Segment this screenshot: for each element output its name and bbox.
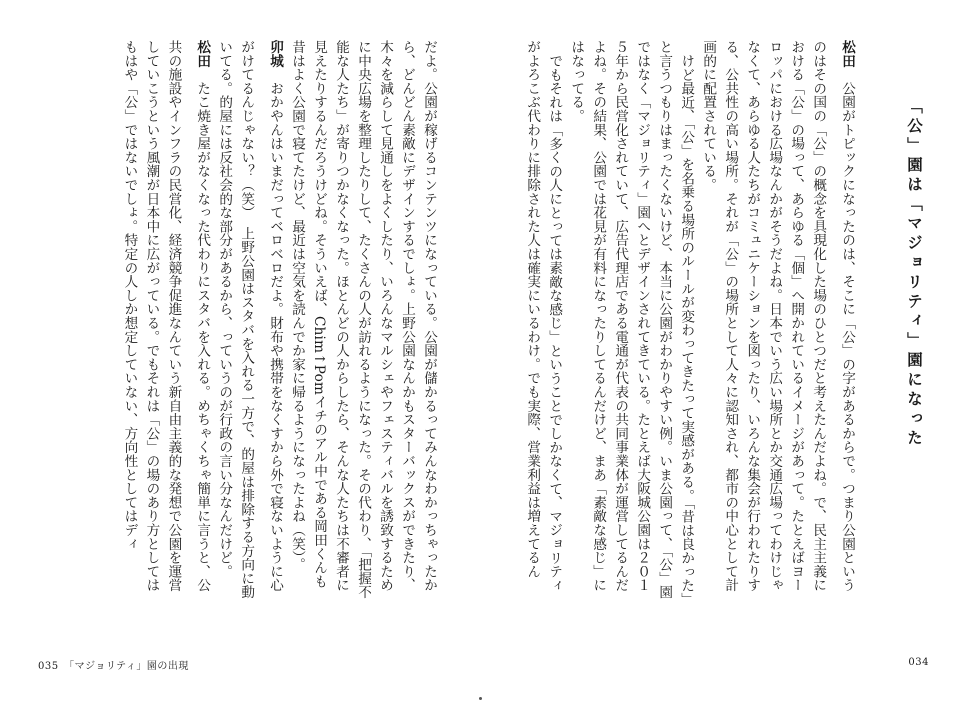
speaker-name: 卯城: [267, 40, 283, 68]
right-page-body: [524, 40, 858, 600]
paragraph: [565, 40, 697, 600]
page-number: 034: [908, 657, 929, 668]
paragraph: [521, 40, 565, 600]
paragraph-text: けど最近、「公」を名乗る場所のルールが変わってきたって実感がある。「昔は良かった」と言うつもりはまったくないけど、本当に公園がわかりやすい例。いま公園って、「公」園ではなく「マジョリティ」園へとデザインされてきている。たとえば大阪城公園は２０１５年から民営化されていて、広告代理店である電通が代表の共同事業体が運営してるんだよね。その結果、公園では花見が有料になったりしてるんだけど、まあ「素敵な感じ」にはなってる。: [568, 40, 695, 599]
paragraph-text: でもそれは「多くの人にとっては素敵な感じ」ということでしかなくて、マジョリティがよろこぶ代わりに排除された人は確実にいるわけ。でも実際、営業利益は増えてるん: [524, 40, 563, 592]
paragraph: [213, 40, 286, 600]
left-page: [0, 0, 480, 703]
gutter-mark: [479, 697, 482, 700]
section-heading: 「公」園は「マジョリティ」園になった: [905, 98, 923, 449]
page-number-with-running-title: 035 「マジョリティ」園の出現: [38, 661, 189, 672]
paragraph: [286, 40, 440, 600]
right-page: [481, 0, 961, 703]
left-page-body: [30, 40, 440, 600]
paragraph: [118, 40, 213, 600]
speaker-name: 松田: [839, 40, 855, 68]
paragraph-text: おかやんはいまだってベロベロだよ。財布や携帯をなくすから外で寝ないように心がけてるんじゃない？（笑） 上野公園はスタバを入れる一方で、的屋は排除する方向に動いてる。的屋には反社会的な部分があるから、っていうのが行政の言い分なんだけど。: [216, 40, 283, 599]
speaker-name: 松田: [194, 40, 211, 68]
paragraph-text: たこ焼き屋がなくなった代わりにスタバを入れる。めちゃくちゃ簡単に言うと、公共の施設やインフラの民営化、経済競争促進なんていう新自由主義的な発想で公園を運営していこうという風潮が日本中に広がっている。でもそれは「公」の場のあり方としてはもはや「公」ではないでしょ。特定の人しか想定していない、方向性としてはディ: [121, 40, 211, 593]
paragraph-text: 公園がトピックになったのは、そこに「公」の字があるからで。つまり公園というのはその国の「公」の概念を具現化した場のひとつだと考えたんだよね。で、民主主義における「公」の場って、あらゆる「個」へ開かれているイメージがあって。たとえばヨーロッパにおける広場なんかがそうだよね。日本でいう広い場所とか交通広場ってわけじゃなくて、あらゆる人たちがコミュニケーションを図ったり、いろんな集会が行われたりする、公共性の高い場所。それが「公」の場所として人々に認知され、都市の中心として計画的に配置されている。: [700, 40, 855, 593]
paragraph: [697, 40, 858, 600]
paragraph-text: だよ。公園が稼げるコンテンツになっている。公園が儲かるってみんなわかっちゃったから、どんどん素敵にデザインするでしょ。上野公園なんかもスターバックスができたり、木々を減らして見通しをよくしたり、いろんなマルシェやフェスティバルを誘致するために中央広場を整理したりして、たくさんの人が訪れるようになった。その代わり、「把握不能な人たち」が寄りつかなくなった。ほとんどの人からしたら、そんな人たちは不審者に見えたりするんだろうけどね。そういえば、Chim↑Pomイチのアル中である岡田くんも昔はよく公園で寝てたけど、最近は空気を読んでか家に帰るようになったよね（笑）。: [289, 40, 437, 599]
